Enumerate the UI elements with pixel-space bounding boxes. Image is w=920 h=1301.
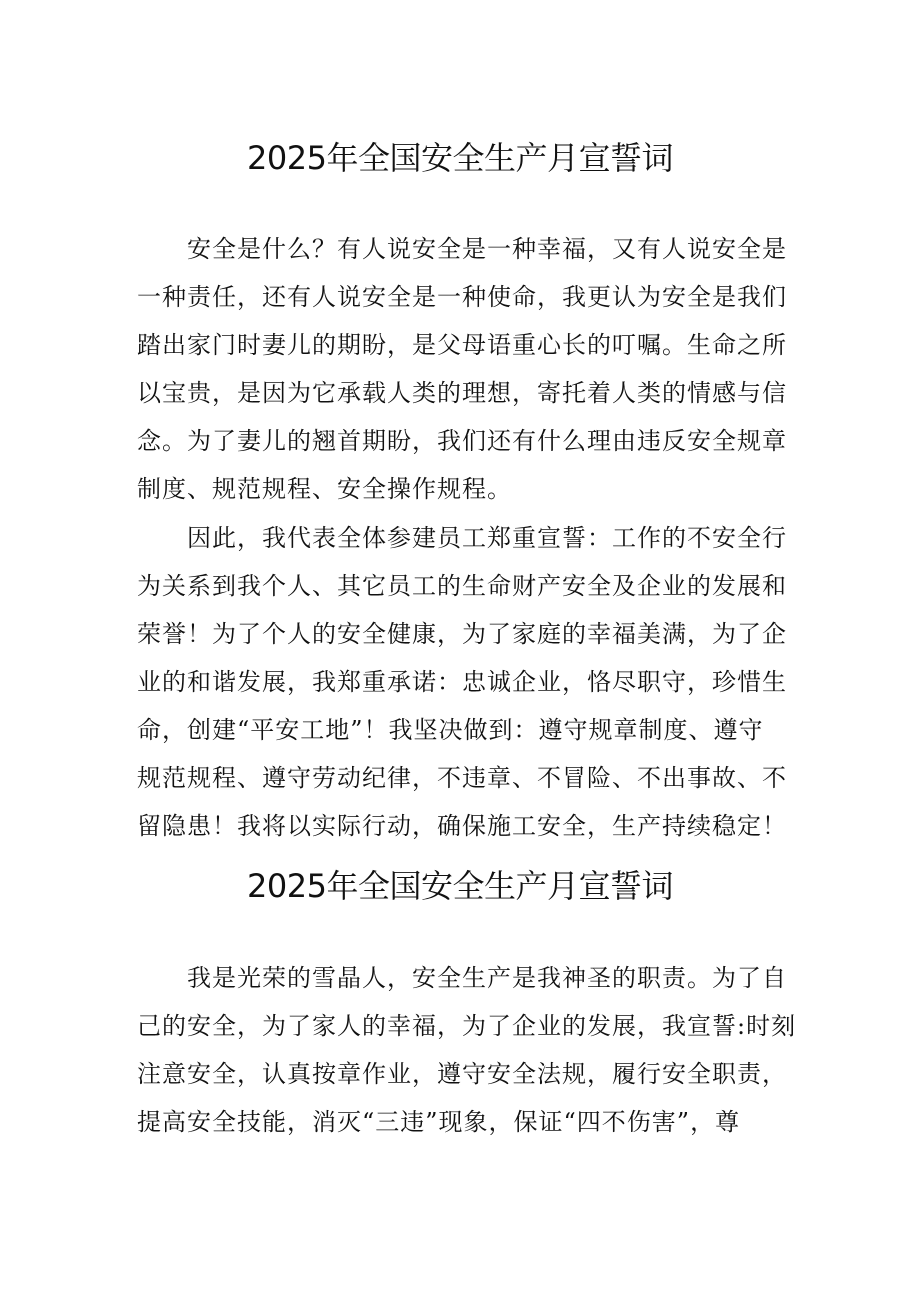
paragraph-line: 一种责任，还有人说安全是一种使命，我更认为安全是我们 bbox=[137, 283, 787, 311]
paragraph-line: 安全是什么？有人说安全是一种幸福，又有人说安全是 bbox=[187, 235, 787, 263]
paragraph-line: 己的安全，为了家人的幸福，为了企业的发展，我宣誓:时刻 bbox=[137, 1012, 797, 1040]
paragraph-line: 荣誉！为了个人的安全健康，为了家庭的幸福美满，为了企 bbox=[137, 620, 787, 648]
paragraph-line: 规范规程、遵守劳动纪律，不违章、不冒险、不出事故、不 bbox=[137, 764, 787, 792]
paragraph-line: 注意安全，认真按章作业，遵守安全法规，履行安全职责， bbox=[137, 1060, 787, 1088]
paragraph-line: 留隐患！我将以实际行动，确保施工安全，生产持续稳定！ bbox=[137, 812, 787, 840]
paragraph-line: 命，创建“平安工地”！我坚决做到：遵守规章制度、遵守 bbox=[137, 716, 764, 744]
paragraph-line: 提高安全技能，消灭“三违”现象，保证“四不伤害”，尊 bbox=[137, 1108, 741, 1136]
paragraph-line: 为关系到我个人、其它员工的生命财产安全及企业的发展和 bbox=[137, 572, 787, 600]
paragraph-line: 念。为了妻儿的翘首期盼，我们还有什么理由违反安全规章 bbox=[137, 427, 787, 455]
paragraph-line: 以宝贵，是因为它承载人类的理想，寄托着人类的情感与信 bbox=[137, 379, 787, 407]
section-title: 2025年全国安全生产月宣誓词 bbox=[247, 867, 673, 905]
section-title: 2025年全国安全生产月宣誓词 bbox=[247, 139, 673, 177]
paragraph-line: 制度、规范规程、安全操作规程。 bbox=[137, 475, 512, 503]
paragraph-line: 因此，我代表全体参建员工郑重宣誓：工作的不安全行 bbox=[187, 524, 787, 552]
paragraph-line: 我是光荣的雪晶人，安全生产是我神圣的职责。为了自 bbox=[187, 964, 787, 992]
paragraph-line: 业的和谐发展，我郑重承诺：忠诚企业，恪尽职守，珍惜生 bbox=[137, 668, 787, 696]
paragraph bbox=[137, 514, 787, 850]
paragraph-line: 踏出家门时妻儿的期盼，是父母语重心长的叮嘱。生命之所 bbox=[137, 331, 787, 359]
paragraph bbox=[137, 225, 787, 513]
paragraph bbox=[137, 954, 797, 1146]
